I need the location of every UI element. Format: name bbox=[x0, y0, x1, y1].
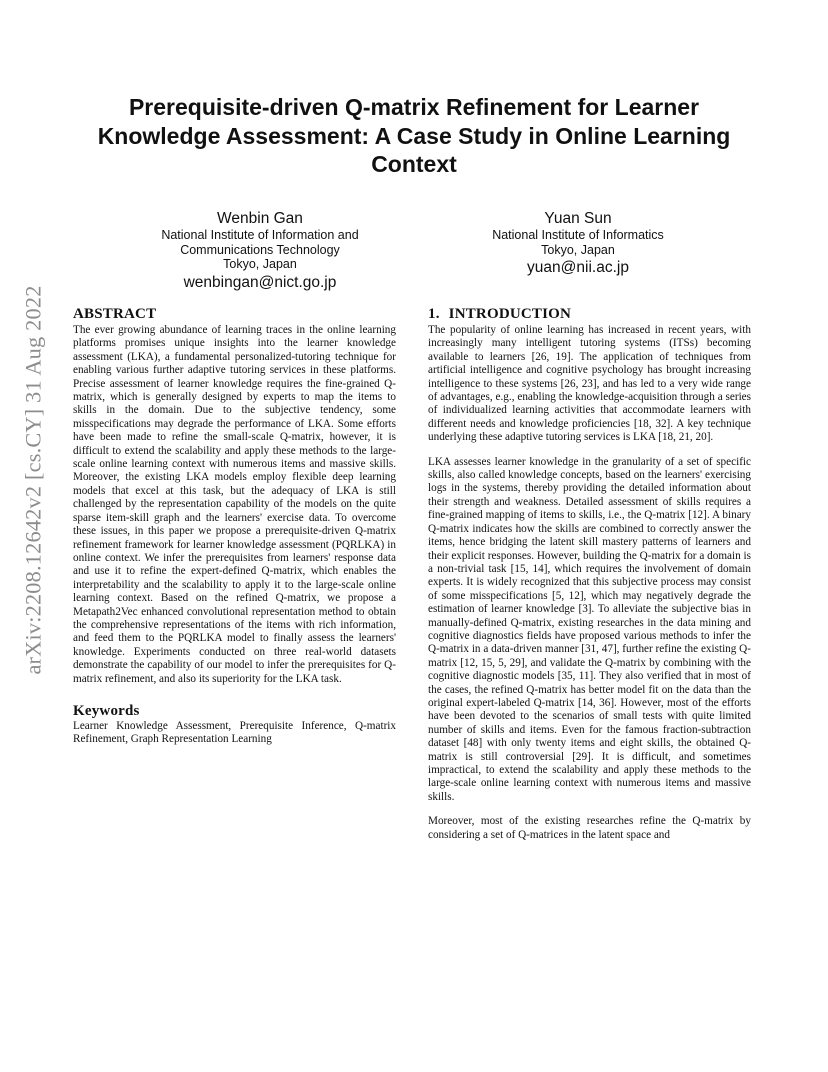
introduction-heading bbox=[428, 306, 751, 322]
author-email[interactable]: wenbingan@nict.go.jp bbox=[183, 273, 337, 291]
author-email[interactable]: yuan@nii.ac.jp bbox=[527, 259, 629, 276]
author-affiliation-line: Tokyo, Japan bbox=[541, 242, 615, 257]
section-title: INTRODUCTION bbox=[448, 306, 572, 322]
author-name: Yuan Sun bbox=[544, 210, 612, 227]
right-column bbox=[428, 306, 751, 842]
arxiv-identifier-stamp bbox=[21, 275, 47, 685]
left-column bbox=[73, 306, 396, 747]
author-affiliation-line: Communications Technology bbox=[180, 242, 340, 257]
section-number: 1. bbox=[428, 306, 440, 322]
abstract-heading: ABSTRACT bbox=[73, 306, 157, 322]
intro-paragraph-1: The popularity of online learning has increased in recent years, with increasingly many intelligent tutoring systems (ITSs) becoming available to learners [26, 19]. The application of techniques from artificial intelligence and cognitive psychology has brought increasing intelligence to these systems [26, 23], and has led to a very wide range of advantages, e.g., enabling the knowledge-acquisition through a series of individualized learning activities that accommodate learners with different needs and knowledge proficiencies [18, 32]. A key technique underlying these adaptive tutoring services is LKA [18, 21, 20]. bbox=[428, 324, 751, 444]
author-affiliation-line: National Institute of Informatics bbox=[492, 228, 664, 242]
intro-paragraph-2: LKA assesses learner knowledge in the granularity of a set of specific skills, also called knowledge concepts, based on the learners' exercising logs in the systems, thereby providing the detailed information about their strength and weakness. Detailed assessment of skills requires a fine-grained mapping of items to skills, i.e., the Q-matrix [12]. A binary Q-matrix indicates how the skills are combined to correctly answer the items, hence bridging the latent skill mastery patterns of learners and their explicit responses. However, building the Q-matrix for a domain is a non-trivial task [15, 14], which requires the involvement of domain experts. It is widely recognized that this subjective process may consist of some misspecifications [5, 12], which may negatively degrade the estimation of learner knowledge [3]. To alleviate the subjective bias in manually-defined Q-matrix, existing researches in the data mining and cognitive diagnostics fields have proposed various methods to infer the Q-matrix in a data-driven manner [31, 47], further refine the existing Q-matrix [12, 15, 5, 29], and validate the Q-matrix by combining with the cognitive diagnostic models [35, 11]. They also verified that in most of the cases, the refined Q-matrix has better model fit on the data than the original expert-labeled Q-matrix [14, 36]. However, most of the efforts have been devoted to the scenarios of small tests with quite limited number of skills and items. Even for the famous fraction-subtraction dataset [48] with only twenty items and eight skills, the obtained Q-matrix is still controversial [29]. It is difficult, and sometimes impractical, to extend the scalability and apply these methods to the large-scale online learning context with numerous items and massive skills. bbox=[428, 455, 751, 803]
paper-title: Prerequisite-driven Q-matrix Refinement for Learner Knowledge Assessment: A Case Study in Online Learning Context bbox=[97, 94, 731, 177]
intro-paragraph-3: Moreover, most of the existing researches refine the Q-matrix by considering a set of Q-matrices in the latent space and bbox=[428, 815, 751, 841]
author-block-2 bbox=[448, 209, 708, 277]
author-name: Wenbin Gan bbox=[217, 210, 303, 227]
author-affiliation-line: National Institute of Information and bbox=[161, 228, 359, 242]
author-block-1 bbox=[130, 209, 390, 292]
abstract-text: The ever growing abundance of learning traces in the online learning platforms promises unique insights into the learner knowledge assessment (LKA), a fundamental personalized-tutoring technique for enabling various further adaptive tutoring services in these platforms. Precise assessment of learner knowledge requires the fine-grained Q-matrix, which is generally designed by experts to map the items to skills in the domain. Due to the subjective tendency, some misspecifications may degrade the performance of LKA. Some efforts have been made to refine the small-scale Q-matrix, however, it is difficult to extend the scalability and apply these methods to the large-scale online learning context with numerous items and massive skills. Moreover, the existing LKA models employ flexible deep learning models that excel at this task, but the adequacy of LKA is still challenged by the representation capability of the models on the quite sparse item-skill graph and the learners' exercise data. To overcome these issues, in this paper we propose a prerequisite-driven Q-matrix refinement framework for learner knowledge assessment (PQRLKA) in online context. We infer the prerequisites from learners' response data and use it to refine the expert-defined Q-matrix, which enables the interpretability and the scalability to apply it to the large-scale online learning context. Based on the refined Q-matrix, we propose a Metapath2Vec enhanced convolutional representation method to obtain the comprehensive representations of the items with rich information, and feed them to the PQRLKA model to finally assess the learners' knowledge. Experiments conducted on three real-world datasets demonstrate the capability of our model to infer the prerequisites for Q-matrix refinement, and also its superiority for the LKA task. bbox=[73, 324, 396, 685]
keywords-heading: Keywords bbox=[73, 702, 140, 719]
arxiv-identifier[interactable]: arXiv:2208.12642v2 [cs.CY] 31 Aug 2022 bbox=[21, 285, 47, 675]
keywords-text: Learner Knowledge Assessment, Prerequisite Inference, Q-matrix Refinement, Graph Representation Learning bbox=[73, 719, 396, 746]
author-affiliation-line: Tokyo, Japan bbox=[223, 257, 297, 271]
